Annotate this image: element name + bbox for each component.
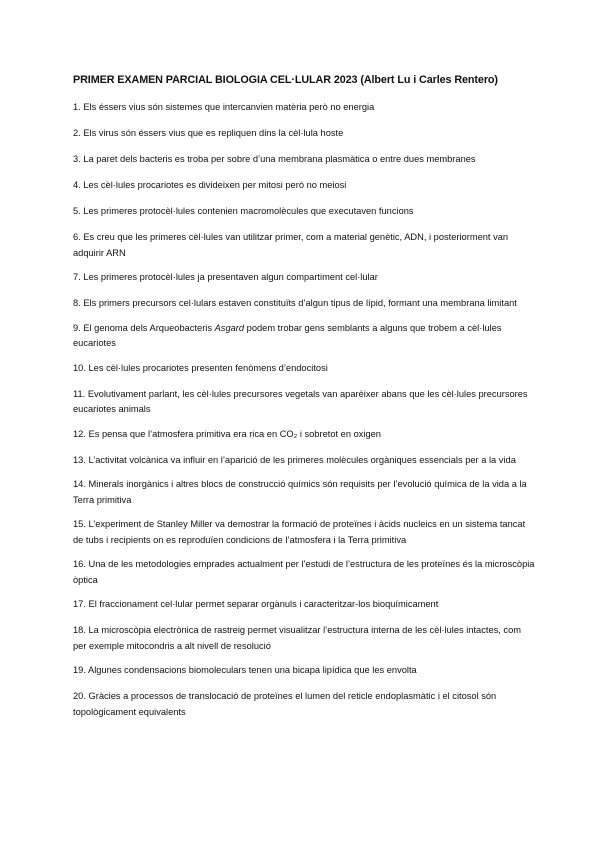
question-16: 16. Una de les metodologies emprades actualment per l’estudi de l’estructura de les proteïnes és la microscòpia òptica [73,559,535,585]
question-9-text-before: 9. El genoma dels Arqueobacteris [73,322,215,333]
question-3: 3. La paret dels bacteris es troba per sobre d’una membrana plasmàtica o entre dues membranes [73,154,476,164]
question-9-italic-term: Asgard [214,322,245,333]
question-14: 14. Minerals inorgànics i altres blocs de construcció químics són requisits per l’evolució química de la vida a la Terra primitiva [73,479,527,505]
question-15: 15. L’experiment de Stanley Miller va demostrar la formació de proteïnes i àcids nucleics en un sistema tancat de tubs i recipients on es reproduïen condicions de l’atmosfera i la Terra primitiva [73,519,526,545]
question-13: 13. L’activitat volcànica va influir en l’aparició de les primeres molècules orgàniques essencials per a la vida [73,454,516,465]
question-7: 7. Les primeres protocèl·lules ja presentaven algun compartiment cel·lular [73,272,378,282]
question-1: 1. Els éssers vius són sistemes que intercanvien matèria però no energia [73,102,375,112]
question-11: 11. Evolutivament parlant, les cèl·lules precursores vegetals van aparèixer abans que les cèl·lules precursores eucariotes animals [73,388,528,414]
question-2: 2. Els virus són éssers vius que es repliquen dins la cèl·lula hoste [73,128,344,138]
question-4: 4. Les cèl·lules procariotes es divideixen per mitosi però no meiosi [73,180,347,190]
question-10: 10. Les cèl·lules procariotes presenten fenòmens d’endocitosi [73,362,328,373]
question-9-text-after: podem trobar gens semblants a alguns que trobem a cèl·lules eucariotes [73,322,502,348]
question-list [73,100,535,729]
question-5: 5. Les primeres protocèl·lules contenien macromolècules que executaven funcions [73,206,414,216]
question-6: 6. Es creu que les primeres cèl·lules van utilitzar primer, com a material genètic, ADN, i posteriorment van adquirir ARN [73,232,509,258]
question-19: 19. Algunes condensacions biomoleculars tenen una bicapa lipídica que les envolta [73,665,417,675]
question-8: 8. Els primers precursors cel·lulars estaven constituïts d’algun tipus de lípid, formant una membrana limitant [73,298,517,308]
document-title: PRIMER EXAMEN PARCIAL BIOLOGIA CEL·LULAR 2023 (Albert Lu i Carles Rentero) [73,74,498,86]
question-18: 18. La microscòpia electrònica de rastreig permet visualitzar l’estructura interna de les cèl·lules intactes, com per exemple mitocondris a alt nivell de resolució [73,625,521,651]
question-20: 20. Gràcies a processos de translocació de proteïnes el lumen del reticle endoplasmàtic i el citosol són topològicament equivalents [73,691,497,717]
question-12: 12. Es pensa que l’atmosfera primitiva era rica en CO₂ i sobretot en oxigen [73,428,381,439]
question-9 [73,321,535,352]
question-17: 17. El fraccionament cel·lular permet separar orgànuls i caracteritzar-los bioquímicament [73,599,439,609]
